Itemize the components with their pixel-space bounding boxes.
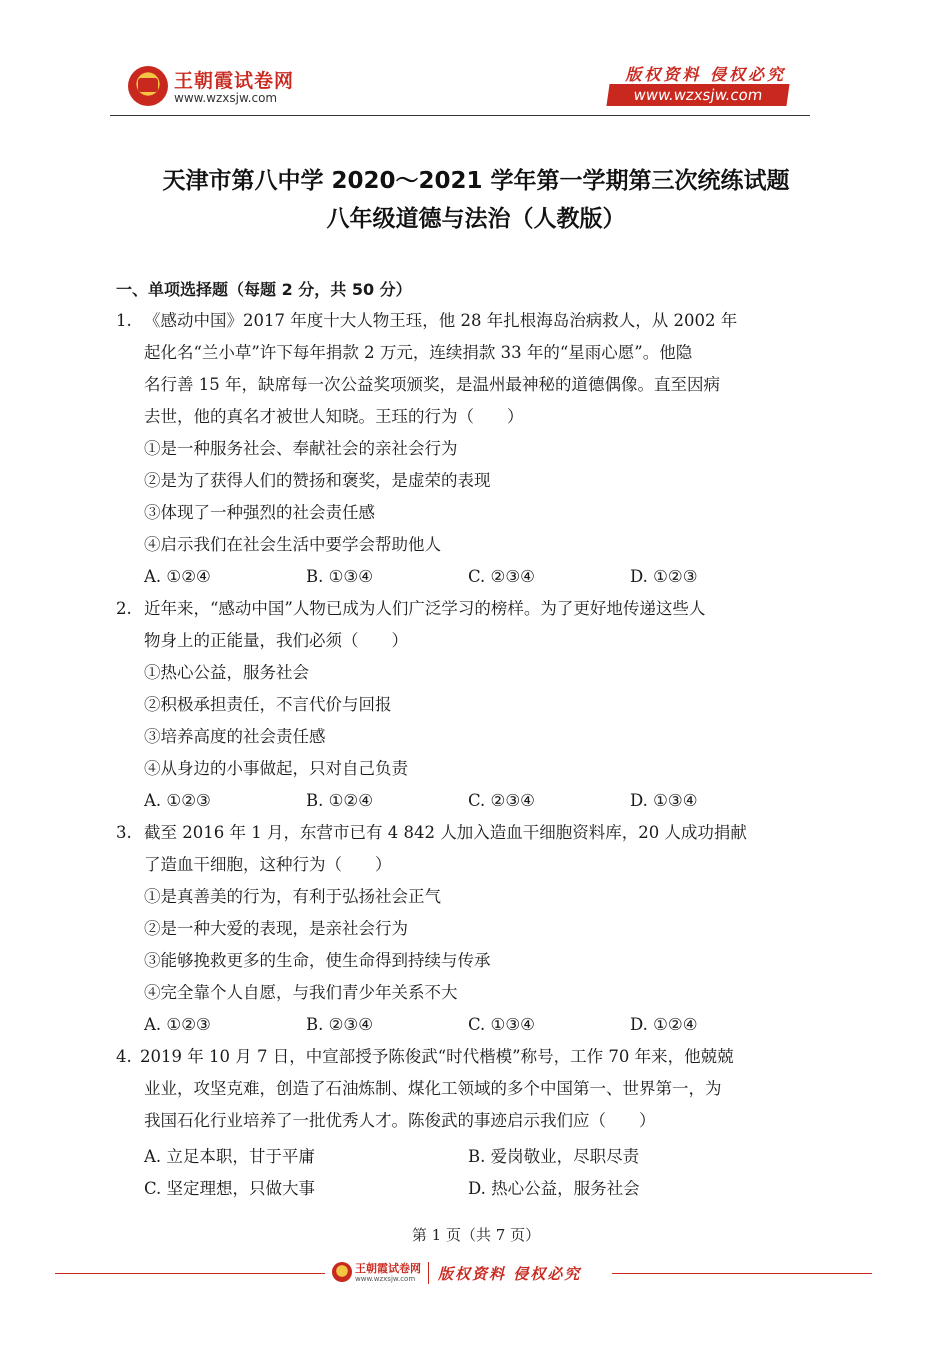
- statement-4: ④从身边的小事做起，只对自己负责: [144, 759, 408, 778]
- exam-subtitle: 八年级道德与法治（人教版）: [326, 206, 626, 232]
- statement-3: ③能够挽救更多的生命，使生命得到持续与传承: [144, 951, 491, 970]
- exam-title: 天津市第八中学 2020～2021 学年第一学期第三次统练试题: [162, 168, 790, 194]
- option-d[interactable]: D. ①③④: [630, 791, 698, 810]
- question-line: 业业，攻坚克难，创造了石油炼制、煤化工领域的多个中国第一、世界第一，为: [144, 1079, 722, 1098]
- question-number: 2.: [116, 599, 132, 618]
- option-a[interactable]: A. 立足本职，甘于平庸: [144, 1147, 315, 1166]
- question-line: 名行善 15 年，缺席每一次公益奖项颁奖，是温州最神秘的道德偶像。直至因病: [144, 375, 720, 394]
- option-a[interactable]: A. ①②③: [144, 791, 211, 810]
- statement-1: ①是一种服务社会、奉献社会的亲社会行为: [144, 439, 458, 458]
- option-b[interactable]: B. ①③④: [306, 567, 373, 586]
- brand-url: www.wzxsjw.com: [174, 91, 278, 105]
- question-line: 起化名“兰小草”许下每年捐款 2 万元，连续捐款 33 年的“星雨心愿”。他隐: [144, 343, 693, 362]
- option-c[interactable]: C. ②③④: [468, 567, 535, 586]
- question-line: 去世，他的真名才被世人知晓。王珏的行为（ ）: [144, 407, 524, 426]
- option-b[interactable]: B. ①②④: [306, 791, 373, 810]
- statement-3: ③体现了一种强烈的社会责任感: [144, 503, 375, 522]
- question-number: 1.: [116, 311, 132, 330]
- option-d[interactable]: D. 热心公益，服务社会: [468, 1179, 640, 1198]
- question-line: 了造血干细胞，这种行为（ ）: [144, 855, 392, 874]
- footer-brand: 王朝霞试卷网: [355, 1262, 421, 1275]
- question-line: 近年来，“感动中国”人物已成为人们广泛学习的榜样。为了更好地传递这些人: [144, 599, 706, 618]
- option-c[interactable]: C. ②③④: [468, 791, 535, 810]
- option-a[interactable]: A. ①②④: [144, 567, 211, 586]
- option-c[interactable]: C. ①③④: [468, 1015, 535, 1034]
- question-number: 3.: [116, 823, 132, 842]
- footer-url: www.wzxsjw.com: [355, 1275, 416, 1283]
- statement-1: ①是真善美的行为，有利于弘扬社会正气: [144, 887, 441, 906]
- option-b[interactable]: B. ②③④: [306, 1015, 373, 1034]
- header-divider: [110, 115, 810, 116]
- question-line: 2019 年 10 月 7 日，中宣部授予陈俊武“时代楷模”称号，工作 70 年来，他兢兢: [140, 1047, 734, 1066]
- option-d[interactable]: D. ①②③: [630, 567, 698, 586]
- section-heading: 一、单项选择题（每题 2 分，共 50 分）: [116, 280, 412, 299]
- brand-logo-icon: [128, 66, 168, 106]
- option-a[interactable]: A. ①②③: [144, 1015, 211, 1034]
- footer-logo-icon: [332, 1262, 352, 1282]
- option-c[interactable]: C. 坚定理想，只做大事: [144, 1179, 316, 1198]
- brand-name: 王朝霞试卷网: [174, 70, 295, 92]
- statement-4: ④完全靠个人自愿，与我们青少年关系不大: [144, 983, 458, 1002]
- page-header: [110, 58, 810, 116]
- statement-2: ②是一种大爱的表现，是亲社会行为: [144, 919, 408, 938]
- question-line: 截至 2016 年 1 月，东营市已有 4 842 人加入造血干细胞资料库，20 人成功捐献: [144, 823, 747, 842]
- option-d[interactable]: D. ①②④: [630, 1015, 698, 1034]
- option-b[interactable]: B. 爱岗敬业，尽职尽责: [468, 1147, 640, 1166]
- copyright-notice: 版权资料 侵权必究: [625, 65, 786, 84]
- footer-separator: [428, 1262, 429, 1284]
- statement-2: ②积极承担责任，不言代价与回报: [144, 695, 392, 714]
- footer-rule-left: [55, 1273, 325, 1274]
- statement-2: ②是为了获得人们的赞扬和褒奖，是虚荣的表现: [144, 471, 491, 490]
- question-number: 4.: [116, 1047, 132, 1066]
- statement-3: ③培养高度的社会责任感: [144, 727, 326, 746]
- statement-1: ①热心公益，服务社会: [144, 663, 309, 682]
- question-line: 我国石化行业培养了一批优秀人才。陈俊武的事迹启示我们应（ ）: [144, 1111, 656, 1130]
- statement-4: ④启示我们在社会生活中要学会帮助他人: [144, 535, 441, 554]
- footer-rule-right: [612, 1273, 872, 1274]
- page-number: 第 1 页（共 7 页）: [411, 1226, 541, 1244]
- question-line: 物身上的正能量，我们必须（ ）: [144, 631, 408, 650]
- question-line: 《感动中国》2017 年度十大人物王珏，他 28 年扎根海岛治病救人，从 2002 年: [144, 311, 738, 330]
- url-badge: www.wzxsjw.com: [606, 84, 789, 106]
- footer-copyright: 版权资料 侵权必究: [438, 1265, 582, 1283]
